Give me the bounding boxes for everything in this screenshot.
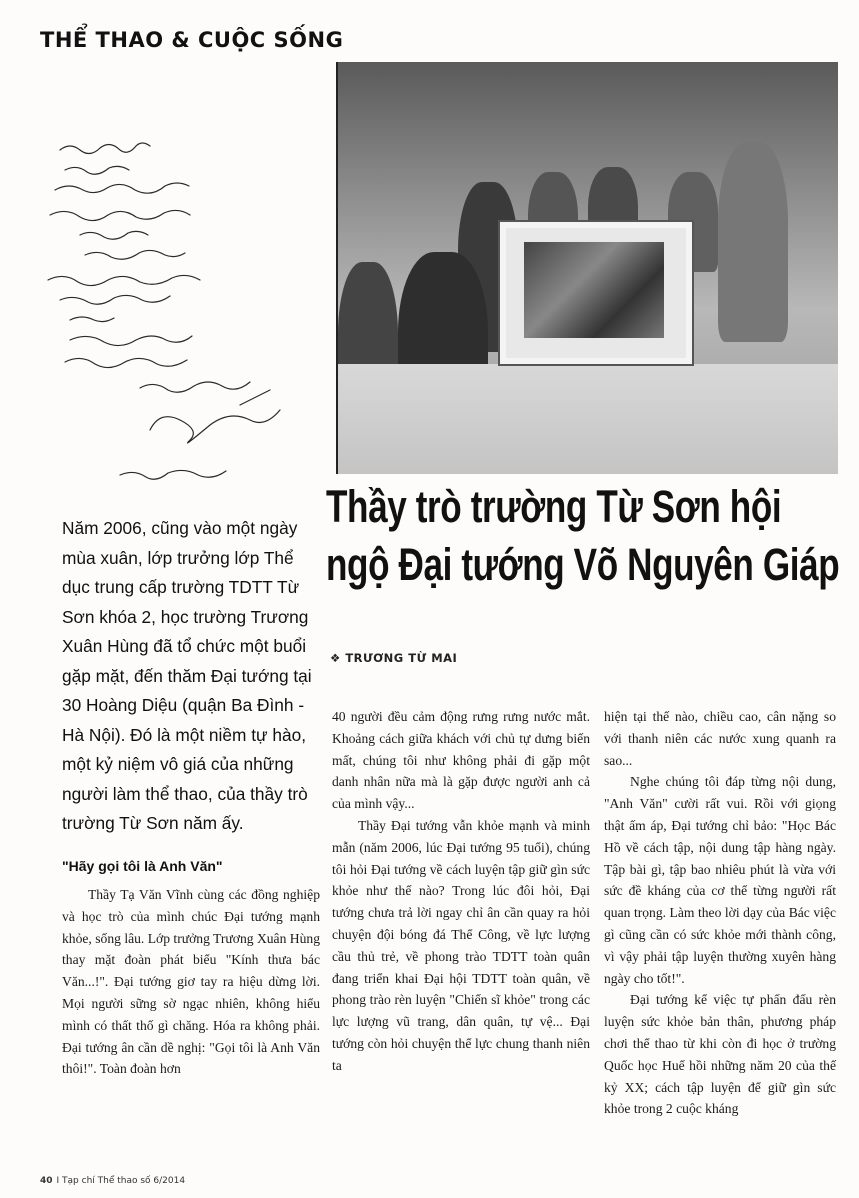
publication-name: I Tạp chí Thể thao số 6/2014 xyxy=(56,1176,186,1186)
handwritten-dedication xyxy=(40,130,300,500)
paragraph: Thầy Đại tướng vẫn khỏe mạnh và minh mẫn (năm 2006, lúc Đại tướng 95 tuổi), chúng tôi hỏi Đại tướng về cách luyện tập giữ gìn sức khỏe như thế nào? Trong lúc đôi hỏi, Đại tướng chưa trả lời ngay chỉ ân cần quay ra hỏi chuyện đội bóng đá Thể Công, về lực lượng cầu thủ trẻ, về phong trào TDTT toàn quân đang triển khai Đại hội TDTT toàn quân, về phong trào rèn luyện "Chiến sĩ khỏe" trong các lực lượng vũ trang, dân quân, tự vệ... Đại tướng còn hỏi chuyện thể lực chung thanh niên ta xyxy=(332,817,590,1073)
paragraph: Nghe chúng tôi đáp từng nội dung, "Anh Văn" cười rất vui. Rồi với giọng thật ấm áp, Đại tướng chỉ bảo: "Học Bác Hồ về cách tập, nội dung tập hàng ngày. Tập bài gì, tập bao nhiêu phút là vừa với sức đề kháng của cơ thể từng người rất quan trọng. Làm theo lời dạy của Bác việc gì cũng cần có sức khỏe mới thành công, vì vậy phải tập luyện thường xuyên hàng ngày cho tốt!". xyxy=(604,774,836,986)
framed-photo xyxy=(500,222,692,364)
subheading: "Hãy gọi tôi là Anh Văn" xyxy=(62,858,223,874)
article-intro: Năm 2006, cũng vào một ngày mùa xuân, lớp trưởng lớp Thể dục trung cấp trường TDTT Từ Sơn khóa 2, học trường Trương Xuân Hùng đã tổ chức một buổi gặp mặt, đến thăm Đại tướng tại 30 Hoàng Diệu (quận Ba Đình - Hà Nội). Đó là một niềm tự hào, một kỷ niệm vô giá của những người làm thể thao, của thầy trò trường Từ Sơn năm ấy. xyxy=(62,518,312,833)
byline: ❖ TRƯƠNG TỪ MAI xyxy=(330,651,458,665)
page-number: 40 xyxy=(40,1176,53,1186)
article-photo xyxy=(336,62,838,474)
paragraph: 40 người đều cảm động rưng rưng nước mắt. Khoảng cách giữa khách với chủ tự dưng biến mất, chúng tôi như không phải đi gặp một danh nhân nữa mà là gặp được người anh cả của mình vậy... xyxy=(332,709,590,812)
paragraph: Đại tướng kể việc tự phấn đấu rèn luyện sức khỏe bản thân, phương pháp chơi thể thao từ khi còn đi học ở trường Quốc học Huế hồi những năm 20 của thế kỷ XX; cách tập luyện để giữ gìn sức khỏe trong 2 cuộc kháng xyxy=(604,992,836,1117)
paragraph: Thầy Tạ Văn Vĩnh cùng các đồng nghiệp và học trò của mình chúc Đại tướng mạnh khỏe, sống lâu. Lớp trưởng Trương Xuân Hùng thay mặt đoàn phát biểu "Kính thưa bác Văn...!". Đại tướng giơ tay ra hiệu dừng lời. Mọi người sững sờ ngạc nhiên, không hiểu mình có thất thố gì chăng. Hóa ra không phải. Đại tướng ân cần dề nghị: "Gọi tôi là Anh Văn thôi!". Toàn đoàn hơn xyxy=(62,887,320,1077)
section-title: THỂ THAO & CUỘC SỐNG xyxy=(40,28,344,52)
body-column-3 xyxy=(604,706,836,1120)
body-column-1 xyxy=(62,884,320,1080)
article-title: Thầy trò trường Từ Sơn hội ngộ Đại tướng Võ Nguyên Giáp xyxy=(326,481,840,590)
paragraph: hiện tại thế nào, chiều cao, cân nặng so với thanh niên các nước xung quanh ra sao... xyxy=(604,709,836,768)
body-column-2 xyxy=(332,706,590,1077)
page-footer xyxy=(40,1176,185,1186)
